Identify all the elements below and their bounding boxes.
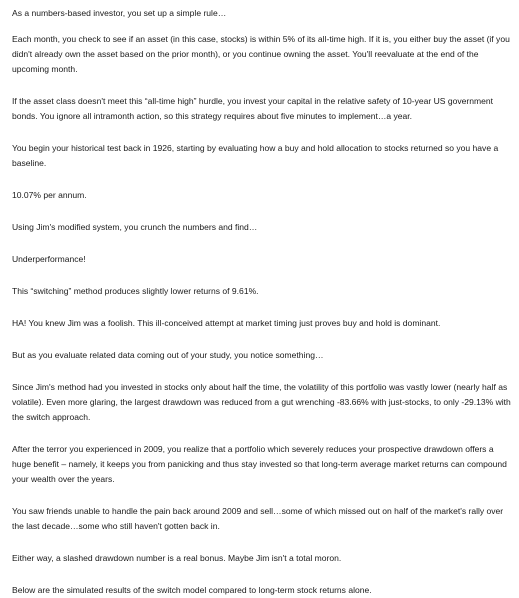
- paragraph-return-stocks: 10.07% per annum.: [12, 190, 87, 200]
- paragraph-switching-return: This “switching” method produces slightly lower returns of 9.61%.: [12, 286, 259, 296]
- paragraph-modified-system: Using Jim's modified system, you crunch the numbers and find…: [12, 222, 258, 232]
- paragraph-rule: Each month, you check to see if an asset (in this case, stocks) is within 5% of its all-time high. If it is, you either buy the asset (if you didn't already own the asset based on the prior month), or you continue owning the asset. You'll reevaluate at the end of the upcoming month.: [12, 34, 510, 74]
- paragraph-ha: HA! You knew Jim was a foolish. This ill-conceived attempt at market timing just proves buy and hold is dominant.: [12, 318, 441, 328]
- paragraph-terror-2009: After the terror you experienced in 2009, you realize that a portfolio which severely reduces your prospective drawdown offers a huge benefit – namely, it keeps you from panicking and thus stay invested so that long-term average market returns can compound your wealth over the years.: [12, 444, 507, 484]
- paragraph-bonds: If the asset class doesn't meet this “all-time high” hurdle, you invest your capital in the relative safety of 10-year US government bonds. You ignore all intramonth action, so this strategy requires about five minutes to implement…a year.: [12, 96, 493, 121]
- paragraph-friends: You saw friends unable to handle the pain back around 2009 and sell…some of which missed out on half of the market's rally over the last decade…some who still haven't gotten back in.: [12, 506, 504, 531]
- paragraph-notice: But as you evaluate related data coming out of your study, you notice something…: [12, 350, 324, 360]
- paragraph-underperformance: Underperformance!: [12, 254, 86, 264]
- paragraph-bonus: Either way, a slashed drawdown number is a real bonus. Maybe Jim isn't a total moron.: [12, 553, 342, 563]
- paragraph-intro: As a numbers-based investor, you set up a simple rule…: [12, 8, 227, 18]
- paragraph-baseline: You begin your historical test back in 1926, starting by evaluating how a buy and hold allocation to stocks returned so you have a baseline.: [12, 143, 499, 168]
- paragraph-volatility: Since Jim's method had you invested in stocks only about half the time, the volatility of this portfolio was vastly lower (nearly half as volatile). Even more glaring, the largest drawdown was reduced from a gut wrenching -83.66% with just-stocks, to only -29.13% with the switch approach.: [12, 382, 511, 422]
- paragraph-below: Below are the simulated results of the switch model compared to long-term stock returns alone.: [12, 585, 372, 595]
